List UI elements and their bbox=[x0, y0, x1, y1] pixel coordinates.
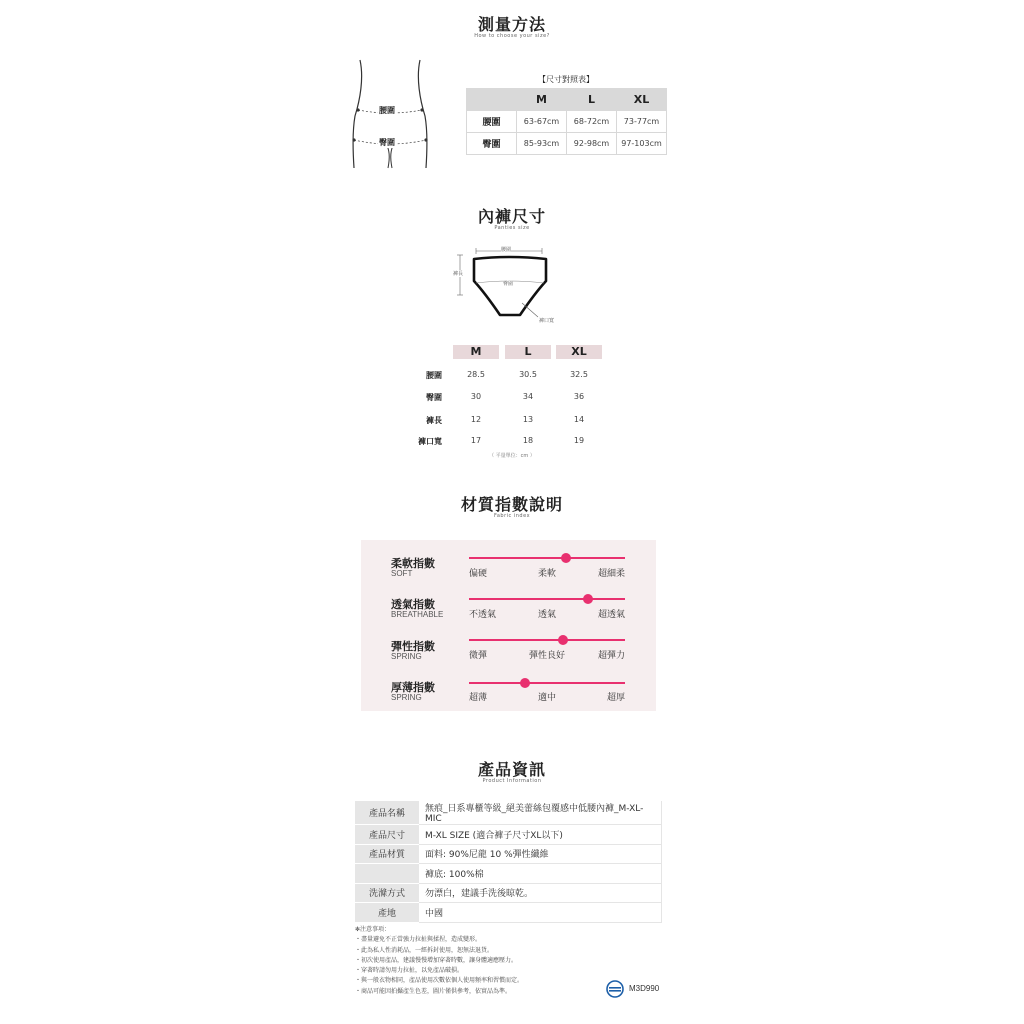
fabric-high-label: 超彈力 bbox=[597, 651, 625, 661]
size-chart-caption: 【尺寸對照表】 bbox=[538, 75, 594, 84]
fabric-item-en: BREATHABLE bbox=[391, 610, 444, 619]
fabric-high-label: 超厚 bbox=[606, 693, 625, 703]
fabric-mid-label: 適中 bbox=[537, 693, 556, 703]
table-cell: 92-98cm bbox=[567, 133, 617, 155]
row-label: 臀圍 bbox=[467, 133, 517, 155]
info-key: 產品名稱 bbox=[355, 801, 419, 825]
brand-logo-icon bbox=[606, 980, 624, 998]
diagram-waist-label: 腰圍 bbox=[501, 247, 512, 253]
fabric-slider-track bbox=[469, 557, 625, 559]
fabric-slider-track bbox=[469, 598, 625, 600]
info-key: 產品尺寸 bbox=[355, 825, 419, 845]
table-row bbox=[467, 133, 667, 155]
table-cell: 85-93cm bbox=[517, 133, 567, 155]
notes-list bbox=[355, 925, 523, 997]
info-value: M-XL SIZE (適合褲子尺寸XL以下) bbox=[419, 825, 661, 845]
waist-label: 腰圍 bbox=[379, 106, 395, 115]
table-cell: 14 bbox=[573, 415, 585, 424]
table-cell: 17 bbox=[470, 436, 482, 445]
product-code: M3D990 bbox=[629, 984, 660, 993]
fabric-item-name: 厚薄指數 bbox=[391, 681, 435, 694]
info-value: 無痕_日系專櫃等級_絕美蕾絲包覆感中低腰內褲_M-XL-MIC bbox=[419, 801, 661, 825]
table-row bbox=[355, 801, 661, 825]
info-value: 勿漂白，建議手洗後晾乾。 bbox=[419, 883, 661, 903]
table-cell: 12 bbox=[470, 415, 482, 424]
hip-label: 臀圍 bbox=[379, 138, 395, 147]
table-cell: 19 bbox=[573, 436, 585, 445]
list-item: ・與一般衣物相同，產品使用次數依個人使用頻率和習慣而定。 bbox=[355, 977, 524, 985]
table-row bbox=[355, 864, 661, 884]
info-value: 中國 bbox=[419, 903, 661, 923]
table-row bbox=[355, 825, 661, 845]
fabric-slider-dot bbox=[558, 635, 568, 645]
fabric-title: 材質指數說明 bbox=[460, 495, 563, 514]
fabric-item-en: SPRING bbox=[391, 693, 422, 702]
row-label: 褲口寬 bbox=[418, 437, 442, 446]
col-l: L bbox=[505, 345, 551, 359]
measure-title: 測量方法 bbox=[477, 15, 546, 34]
table-row bbox=[355, 883, 661, 903]
col-m: M bbox=[517, 89, 567, 111]
table-cell: 30.5 bbox=[519, 370, 537, 379]
info-key bbox=[355, 864, 419, 884]
table-cell: 63-67cm bbox=[517, 111, 567, 133]
panties-title: 內褲尺寸 bbox=[477, 207, 546, 226]
product-title: 產品資訊 bbox=[477, 760, 546, 779]
list-item: ・此為私人性消耗品，一經拆封使用，恕無法退貨。 bbox=[355, 946, 494, 954]
fabric-mid-label: 柔軟 bbox=[537, 569, 556, 579]
fabric-high-label: 超細柔 bbox=[597, 569, 625, 579]
fabric-low-label: 超薄 bbox=[469, 693, 488, 703]
product-subtitle: Product Information bbox=[482, 778, 542, 784]
fabric-mid-label: 彈性良好 bbox=[528, 651, 565, 661]
diagram-length-label: 褲長 bbox=[453, 271, 464, 277]
diagram-hip-label: 臀圍 bbox=[503, 281, 514, 287]
info-value: 褲底: 100%棉 bbox=[419, 864, 661, 884]
info-key: 產品材質 bbox=[355, 844, 419, 864]
table-cell: 68-72cm bbox=[567, 111, 617, 133]
fabric-slider-track bbox=[469, 682, 625, 684]
col-l: L bbox=[567, 89, 617, 111]
table-cell: 28.5 bbox=[467, 370, 485, 379]
table-cell: 73-77cm bbox=[617, 111, 667, 133]
fabric-item-en: SOFT bbox=[391, 569, 413, 578]
diagram-leg-label: 褲口寬 bbox=[539, 318, 555, 324]
col-xl: XL bbox=[556, 345, 602, 359]
list-item: ・初次使用產品，建議慢慢增加穿著時數，讓身體適應壓力。 bbox=[355, 956, 518, 964]
table-row bbox=[467, 111, 667, 133]
info-key: 產地 bbox=[355, 903, 419, 923]
col-m: M bbox=[453, 345, 499, 359]
fabric-slider-track bbox=[469, 639, 625, 641]
table-cell: 34 bbox=[522, 392, 534, 401]
table-cell: 13 bbox=[522, 415, 534, 424]
fabric-low-label: 不透氣 bbox=[469, 610, 497, 620]
unit-note: （ 平量單位：cm ） bbox=[489, 453, 535, 459]
col-xl: XL bbox=[617, 89, 667, 111]
list-item: ・盡量避免不正當強力拉扯與揉捏，造成變形。 bbox=[355, 936, 482, 944]
row-label: 腰圍 bbox=[426, 371, 442, 380]
info-value: 面料: 90%尼龍 10 %彈性纖維 bbox=[419, 844, 661, 864]
row-label: 腰圍 bbox=[467, 111, 517, 133]
fabric-mid-label: 透氣 bbox=[537, 610, 556, 620]
row-label: 臀圍 bbox=[426, 393, 442, 402]
table-row bbox=[355, 903, 661, 923]
fabric-subtitle: Fabric index bbox=[493, 513, 531, 519]
notes-heading: ✻注意事項： bbox=[355, 926, 391, 933]
list-item: ・穿著時請勿用力拉扯，以免產品破損。 bbox=[355, 967, 464, 975]
fabric-item-name: 透氣指數 bbox=[391, 598, 435, 611]
fabric-low-label: 偏硬 bbox=[469, 569, 488, 579]
info-key: 洗滌方式 bbox=[355, 883, 419, 903]
panties-subtitle: Panties size bbox=[494, 225, 530, 231]
list-item: ・商品可能因拍攝產生色差，圖片僅供參考，依實品為準。 bbox=[355, 987, 512, 995]
fabric-high-label: 超透氣 bbox=[597, 610, 625, 620]
fabric-item-en: SPRING bbox=[391, 652, 422, 661]
fabric-item-name: 柔軟指數 bbox=[391, 557, 435, 570]
table-cell: 36 bbox=[573, 392, 585, 401]
fabric-low-label: 微彈 bbox=[469, 651, 488, 661]
fabric-slider-dot bbox=[561, 553, 571, 563]
table-cell: 18 bbox=[522, 436, 534, 445]
table-row bbox=[355, 844, 661, 864]
table-cell: 32.5 bbox=[570, 370, 588, 379]
measure-subtitle: How to choose your size? bbox=[474, 33, 550, 39]
table-cell: 97-103cm bbox=[617, 133, 667, 155]
product-info-table bbox=[355, 801, 662, 923]
size-chart-table bbox=[466, 88, 667, 155]
fabric-slider-dot bbox=[583, 594, 593, 604]
row-label: 褲長 bbox=[426, 416, 442, 425]
fabric-item-name: 彈性指數 bbox=[391, 640, 435, 653]
table-cell: 30 bbox=[470, 392, 482, 401]
